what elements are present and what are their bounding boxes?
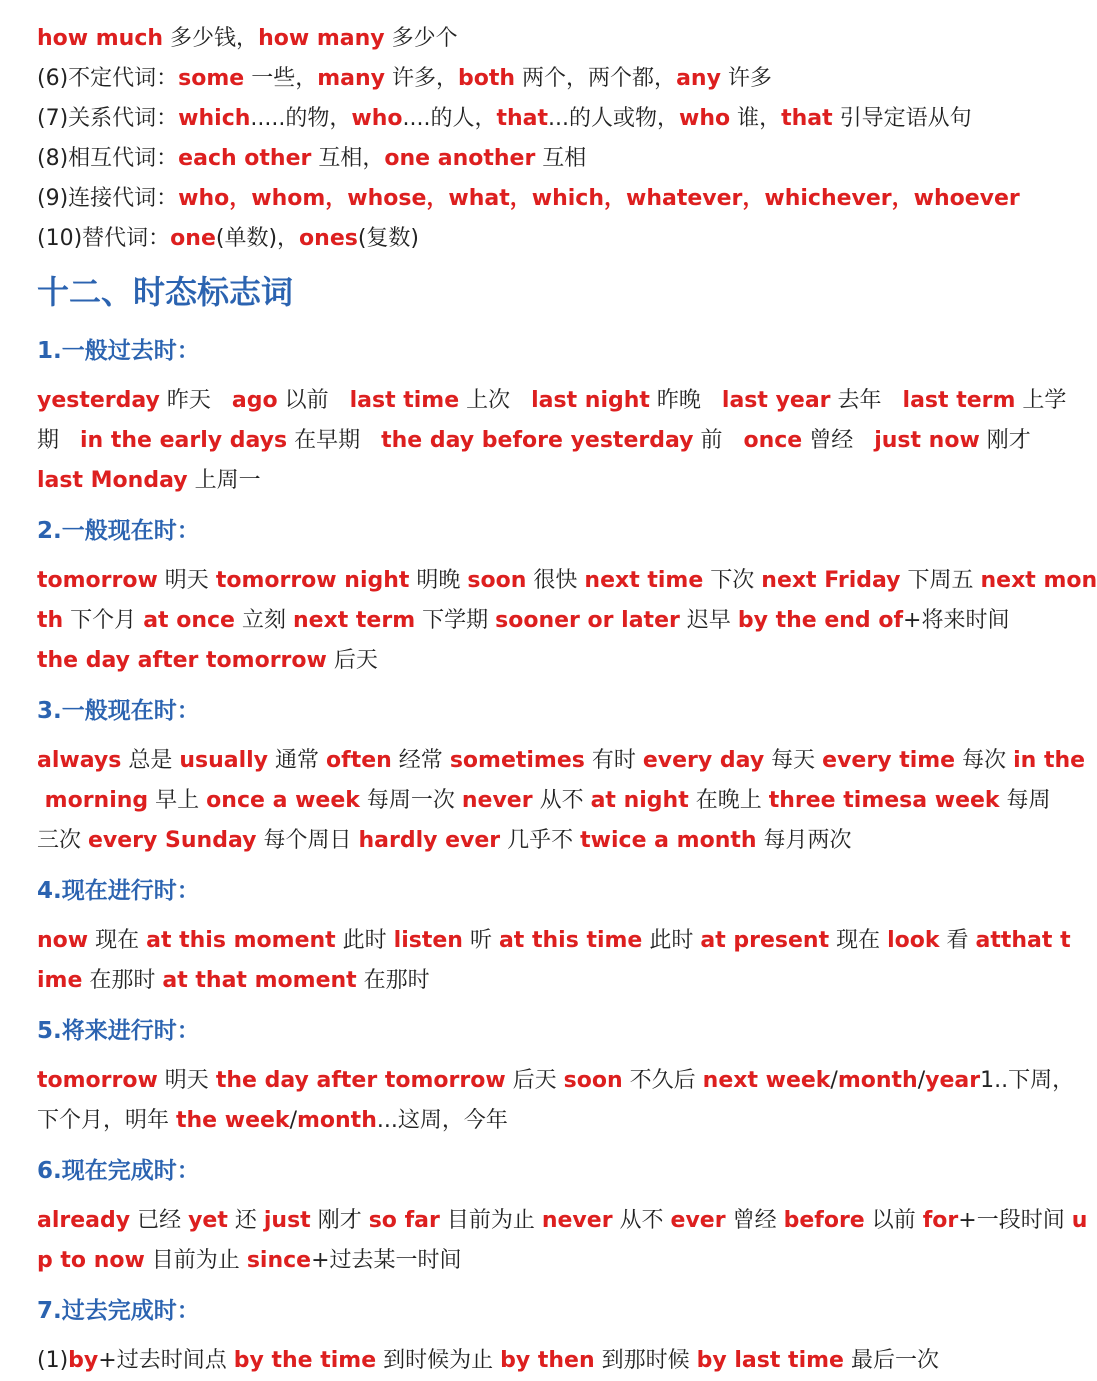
meaning-text: 上次 [459, 388, 531, 413]
meaning-text: 通常 [268, 748, 326, 773]
keyword-text: that [781, 106, 833, 131]
keyword-text: tomorrow [37, 1068, 158, 1093]
meaning-text: 此时 [642, 928, 700, 953]
meaning-text: .....的物， [250, 106, 351, 131]
keyword-text: any [676, 66, 721, 91]
keyword-text: at this moment [146, 928, 336, 953]
keyword-text: ago [232, 388, 278, 413]
keyword-text: at present [700, 928, 829, 953]
keyword-text: that [496, 106, 548, 131]
keyword-text: tomorrow [37, 568, 158, 593]
meaning-text: ...这周，今年 [377, 1108, 508, 1133]
subsection-heading: 4.现在进行时： [37, 871, 200, 911]
keyword-text: at this time [499, 928, 642, 953]
keyword-text: usually [179, 748, 268, 773]
meaning-text: 在那时 [82, 968, 162, 993]
keyword-text: by last time [697, 1348, 844, 1373]
meaning-text: 现在 [88, 928, 146, 953]
meaning-text: 下个月，明年 [37, 1108, 176, 1133]
keyword-text: month [838, 1068, 918, 1093]
meaning-text: 三次 [37, 828, 88, 853]
meaning-text: 期 [37, 428, 80, 453]
keyword-text: some [178, 66, 244, 91]
text-line [37, 601, 1049, 641]
keyword-text: ime [37, 968, 82, 993]
keyword-text: many [317, 66, 385, 91]
keyword-text: hardly ever [358, 828, 500, 853]
meaning-text: 迟早 [680, 608, 738, 633]
keyword-text: who，whom，whose，what，which，whatever，whichever，whoever [178, 186, 1020, 211]
keyword-text: next mon [981, 568, 1097, 593]
keyword-text: each other [178, 146, 311, 171]
meaning-text: 后天 [506, 1068, 564, 1093]
meaning-text: 刚才 [980, 428, 1031, 453]
keyword-text: both [458, 66, 515, 91]
meaning-text: 以前 [865, 1208, 923, 1233]
keyword-text: p to now [37, 1248, 145, 1273]
keyword-text: for [923, 1208, 959, 1233]
keyword-text: how many [258, 26, 385, 51]
meaning-text: 在那时 [357, 968, 430, 993]
text-line [37, 1101, 1049, 1141]
meaning-text: (单数)， [216, 226, 299, 251]
meaning-text: 到那时候 [595, 1348, 697, 1373]
keyword-text: before [784, 1208, 865, 1233]
meaning-text: 后天 [327, 648, 378, 673]
text-line [37, 741, 1049, 781]
meaning-text: 多少个 [385, 26, 458, 51]
keyword-text: since [247, 1248, 311, 1273]
text-line [37, 421, 1049, 461]
meaning-text: 多少钱， [163, 26, 258, 51]
meaning-text: 每周 [1000, 788, 1051, 813]
meaning-text: 此时 [336, 928, 394, 953]
meaning-text: 下周五 [901, 568, 981, 593]
meaning-text: 总是 [121, 748, 179, 773]
meaning-text: 目前为止 [440, 1208, 542, 1233]
keyword-text: every day [643, 748, 764, 773]
keyword-text: u [1072, 1208, 1088, 1233]
meaning-text: 一些， [244, 66, 317, 91]
meaning-text: 看 [940, 928, 976, 953]
meaning-text: 去年 [831, 388, 903, 413]
text-line [37, 781, 1049, 821]
keyword-text: once [743, 428, 802, 453]
meaning-text: 目前为止 [145, 1248, 247, 1273]
meaning-text: 到时候为止 [376, 1348, 500, 1373]
subsection-heading: 6.现在完成时： [37, 1151, 200, 1191]
subsection-heading: 2.一般现在时： [37, 511, 200, 551]
keyword-text: at that moment [162, 968, 356, 993]
meaning-text: ...的人或物， [548, 106, 679, 131]
keyword-text: now [37, 928, 88, 953]
meaning-text: 互相 [535, 146, 586, 171]
subsection-heading: 3.一般现在时： [37, 691, 200, 731]
meaning-text: 从不 [533, 788, 591, 813]
text-line [37, 99, 1049, 139]
meaning-text: 上周一 [188, 468, 261, 493]
meaning-text: 已经 [130, 1208, 188, 1233]
meaning-text: 在早期 [287, 428, 381, 453]
keyword-text: sometimes [450, 748, 585, 773]
keyword-text: never [462, 788, 533, 813]
keyword-text: last night [531, 388, 650, 413]
keyword-text: by the time [234, 1348, 376, 1373]
meaning-text: +过去时间点 [98, 1348, 233, 1373]
meaning-text: 很快 [526, 568, 584, 593]
meaning-text: 还 [228, 1208, 264, 1233]
meaning-text: 每个周日 [256, 828, 358, 853]
meaning-text: +一段时间 [958, 1208, 1071, 1233]
meaning-text: (8)相互代词： [37, 146, 178, 171]
meaning-text: 每天 [764, 748, 822, 773]
keyword-text: last Monday [37, 468, 188, 493]
meaning-text: 在晚上 [689, 788, 769, 813]
subsection-heading: 7.过去完成时： [37, 1291, 200, 1331]
meaning-text: 前 [693, 428, 743, 453]
keyword-text: next time [584, 568, 703, 593]
keyword-text: already [37, 1208, 130, 1233]
keyword-text: next week [703, 1068, 831, 1093]
meaning-text: (7)关系代词： [37, 106, 178, 131]
keyword-text: at once [143, 608, 235, 633]
text-line [37, 461, 1049, 501]
keyword-text: yet [188, 1208, 228, 1233]
keyword-text: by then [500, 1348, 595, 1373]
meaning-text: 每次 [955, 748, 1013, 773]
keyword-text: three timesa week [769, 788, 1000, 813]
meaning-text: 立刻 [235, 608, 293, 633]
meaning-text: 下次 [703, 568, 761, 593]
meaning-text: 两个，两个都， [515, 66, 676, 91]
meaning-text: (10)替代词： [37, 226, 170, 251]
keyword-text: the week [176, 1108, 290, 1133]
text-line [37, 561, 1049, 601]
section-title: 十二、时态标志词 [37, 268, 293, 316]
keyword-text: just now [874, 428, 980, 453]
meaning-text: 明天 [158, 568, 216, 593]
text-line [37, 381, 1049, 421]
text-line [37, 139, 1049, 179]
text-line [37, 821, 1049, 861]
meaning-text: (9)连接代词： [37, 186, 178, 211]
text-line [37, 961, 1049, 1001]
meaning-text: 1..下周， [980, 1068, 1074, 1093]
meaning-text: 曾经 [802, 428, 874, 453]
meaning-text: 明天 [158, 1068, 216, 1093]
keyword-text: sooner or later [495, 608, 680, 633]
keyword-text: at night [591, 788, 689, 813]
meaning-text: 下学期 [415, 608, 495, 633]
meaning-text: / [918, 1068, 925, 1093]
keyword-text: month [297, 1108, 377, 1133]
keyword-text: just [264, 1208, 311, 1233]
meaning-text: (复数) [358, 226, 419, 251]
meaning-text: 上学 [1015, 388, 1066, 413]
meaning-text: 早上 [148, 788, 206, 813]
meaning-text: 听 [463, 928, 499, 953]
keyword-text: who [351, 106, 402, 131]
text-line [37, 219, 1049, 259]
keyword-text: never [542, 1208, 613, 1233]
keyword-text: ever [671, 1208, 726, 1233]
keyword-text: soon [467, 568, 526, 593]
text-line [37, 1241, 1049, 1281]
meaning-text: / [830, 1068, 837, 1093]
keyword-text: last year [722, 388, 831, 413]
meaning-text: (1) [37, 1348, 68, 1373]
keyword-text: which [178, 106, 250, 131]
meaning-text: 从不 [613, 1208, 671, 1233]
keyword-text: in the [1013, 748, 1085, 773]
keyword-text: the day after tomorrow [37, 648, 327, 673]
keyword-text: soon [564, 1068, 623, 1093]
meaning-text: 曾经 [726, 1208, 784, 1233]
keyword-text: atthat t [976, 928, 1071, 953]
meaning-text: ....的人， [402, 106, 496, 131]
keyword-text: one [170, 226, 216, 251]
keyword-text: often [326, 748, 392, 773]
keyword-text: the day before yesterday [381, 428, 693, 453]
keyword-text: by [68, 1348, 98, 1373]
text-line [37, 1201, 1049, 1241]
text-line [37, 921, 1049, 961]
keyword-text: last term [903, 388, 1016, 413]
meaning-text: 昨天 [160, 388, 232, 413]
keyword-text: last time [350, 388, 460, 413]
meaning-text: 引导定语从句 [833, 106, 972, 131]
keyword-text: every time [822, 748, 955, 773]
keyword-text: always [37, 748, 121, 773]
meaning-text: 昨晚 [650, 388, 722, 413]
meaning-text: 谁， [730, 106, 781, 131]
meaning-text: 互相， [311, 146, 384, 171]
text-line [37, 59, 1049, 99]
meaning-text: 许多 [721, 66, 772, 91]
subsection-heading: 1.一般过去时： [37, 331, 200, 371]
keyword-text: tomorrow night [216, 568, 410, 593]
keyword-text: twice a month [580, 828, 756, 853]
meaning-text: 经常 [392, 748, 450, 773]
text-line [37, 1061, 1049, 1101]
keyword-text: who [679, 106, 730, 131]
meaning-text: 许多， [385, 66, 458, 91]
keyword-text: one another [384, 146, 535, 171]
text-line [37, 19, 1049, 59]
subsection-heading: 5.将来进行时： [37, 1011, 200, 1051]
keyword-text: once a week [206, 788, 360, 813]
keyword-text: how much [37, 26, 163, 51]
keyword-text: year [925, 1068, 980, 1093]
keyword-text: in the early days [80, 428, 287, 453]
keyword-text: next Friday [761, 568, 900, 593]
keyword-text: next term [293, 608, 415, 633]
text-line [37, 641, 1049, 681]
keyword-text: yesterday [37, 388, 160, 413]
meaning-text: 每周一次 [360, 788, 462, 813]
meaning-text: 现在 [829, 928, 887, 953]
keyword-text: th [37, 608, 63, 633]
meaning-text: +过去某一时间 [311, 1248, 461, 1273]
text-line [37, 179, 1049, 219]
meaning-text: 每月两次 [757, 828, 852, 853]
keyword-text: morning [37, 788, 148, 813]
meaning-text: 明晚 [409, 568, 467, 593]
meaning-text: 刚才 [311, 1208, 369, 1233]
meaning-text: / [290, 1108, 297, 1133]
meaning-text: 以前 [278, 388, 350, 413]
meaning-text: 不久后 [623, 1068, 703, 1093]
meaning-text: 几乎不 [500, 828, 580, 853]
keyword-text: so far [369, 1208, 440, 1233]
keyword-text: every Sunday [88, 828, 256, 853]
keyword-text: listen [394, 928, 463, 953]
keyword-text: ones [299, 226, 358, 251]
meaning-text: 最后一次 [844, 1348, 939, 1373]
meaning-text: 下个月 [63, 608, 143, 633]
meaning-text: (6)不定代词： [37, 66, 178, 91]
meaning-text: 有时 [585, 748, 643, 773]
text-line [37, 1341, 1049, 1381]
keyword-text: the day after tomorrow [216, 1068, 506, 1093]
keyword-text: by the end of [738, 608, 903, 633]
meaning-text: +将来时间 [903, 608, 1009, 633]
keyword-text: look [887, 928, 939, 953]
